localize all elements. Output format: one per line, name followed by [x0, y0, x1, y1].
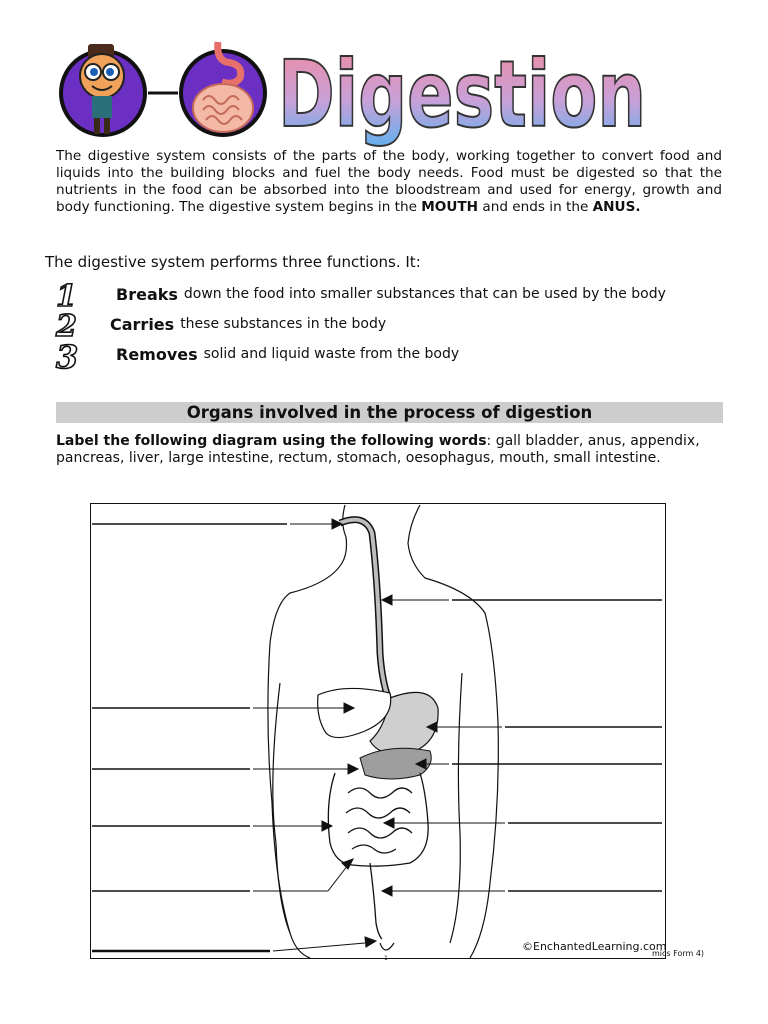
title-text: Digestion	[278, 41, 646, 148]
page-title	[278, 34, 678, 154]
function-text: these substances in the body	[180, 316, 387, 332]
digestive-diagram	[90, 503, 666, 959]
label-instructions	[56, 433, 726, 467]
function-text: down the food into smaller substances that can be used by the body	[183, 286, 666, 302]
instruction-bold: Label the following diagram using the following words	[56, 433, 487, 449]
intro-text: The digestive system consists of the parts of the body, working together to convert food and liquids into the building blocks and fuel the body needs. Food must be digested so that the nutrients in the food can be absorbed into the bloodstream and used for energy, growth and body functioning. The digestive system begins in the	[56, 148, 722, 215]
function-text: solid and liquid waste from the body	[203, 346, 460, 362]
svg-text:3: 3	[56, 338, 79, 376]
intro-mouth: MOUTH	[421, 199, 479, 215]
footnote-text: mics Form 4)	[652, 949, 705, 958]
intro-anus: ANUS.	[592, 199, 641, 215]
intro-paragraph	[56, 148, 722, 216]
svg-text:2: 2	[56, 309, 77, 344]
functions-lead: The digestive system performs three functions. It:	[45, 253, 421, 271]
function-verb: Removes	[116, 344, 198, 364]
instruction-text: : gall bladder, anus, appendix, pancreas, liver, large intestine, rectum, stomach, oesophagus, mouth, small intestine.	[56, 433, 700, 466]
intro-text-2: and ends in the	[478, 199, 593, 215]
page-number: 1	[384, 955, 388, 962]
section-heading: Organs involved in the process of digestion	[56, 402, 723, 423]
svg-text:1: 1	[56, 279, 77, 314]
image-credit: ©EnchantedLearning.com	[522, 940, 667, 953]
function-verb: Carries	[110, 314, 175, 334]
function-item-3	[50, 336, 460, 376]
function-verb: Breaks	[116, 284, 178, 304]
number-three-icon	[50, 336, 90, 376]
